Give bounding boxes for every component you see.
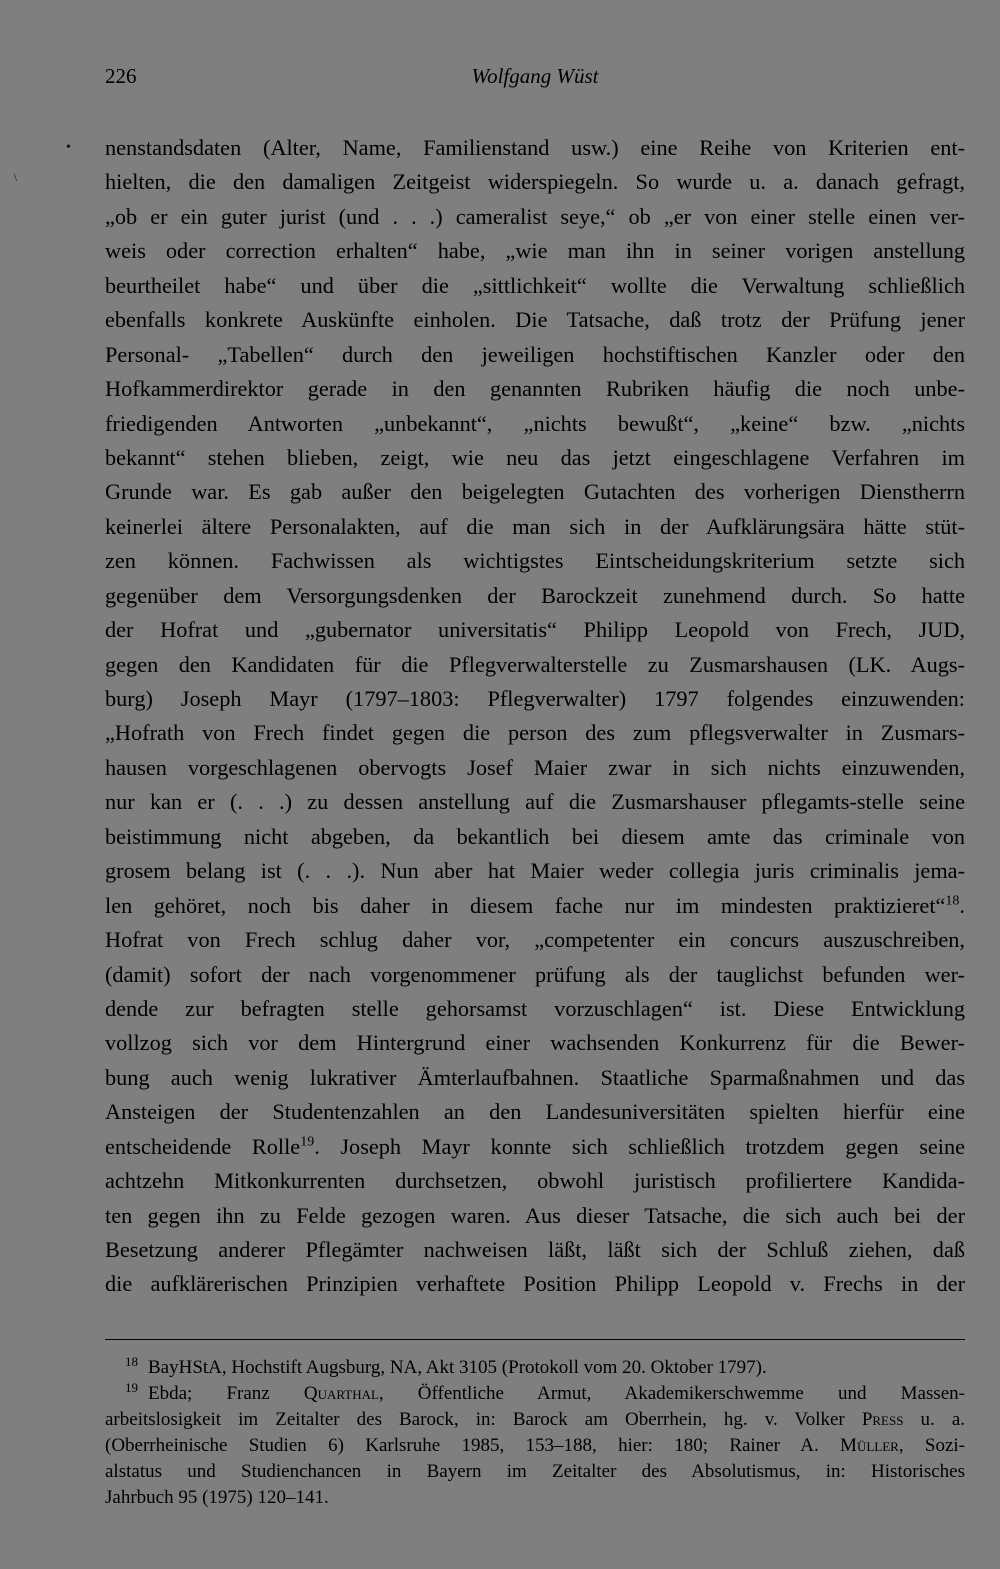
text-line [105, 544, 965, 578]
footnote-text: Jahrbuch 95 (1975) 120–141. [105, 1487, 329, 1508]
text-line [105, 372, 965, 406]
line-text: burg) Joseph Mayr (1797–1803: Pflegverwalter) 1797 folgendes einzuwenden: [105, 686, 965, 711]
text-line [105, 1267, 965, 1301]
line-text: . Joseph Mayr konnte sich schließlich trotzdem gegen seine [314, 1133, 966, 1159]
text-line [105, 682, 965, 716]
line-text: bekannt“ stehen blieben, zeigt, wie neu das jetzt eingeschlagene Verfahren im [105, 444, 965, 470]
line-text: „Hofrath von Frech findet gegen die person des zum pflegsverwalter in Zusmars- [105, 720, 965, 746]
line-text: Ansteigen der Studentenzahlen an den Landesuniversitäten spielten hierfür eine [105, 1099, 965, 1125]
line-text: beistimmung nicht abgeben, da bekantlich bei diesem amte das criminale von [105, 823, 965, 849]
line-text: Grunde war. Es gab außer den beigelegten Gutachten des vorherigen Dienstherrn [105, 479, 965, 505]
text-line [105, 1164, 965, 1198]
line-text: gegenüber dem Versorgungsdenken der Barockzeit zunehmend durch. So hatte [105, 582, 965, 608]
body-text [105, 131, 965, 1302]
text-line [105, 716, 965, 750]
text-line [105, 1130, 965, 1164]
line-text: ten gegen ihn zu Felde gezogen waren. Aus dieser Tatsache, die sich auch bei der [105, 1202, 965, 1228]
line-text: der Hofrat und „gubernator universitatis“ Philipp Leopold von Frech, JUD, [105, 617, 965, 643]
line-text: vollzog sich vor dem Hintergrund einer wachsenden Konkurrenz für die Bewer- [105, 1030, 965, 1056]
text-line [105, 1233, 965, 1267]
running-head-author: Wolfgang Wüst [471, 64, 599, 88]
line-text: hausen vorgeschlagenen obervogts Josef Maier zwar in sich nichts einzuwenden, [105, 754, 965, 780]
text-line [105, 475, 965, 509]
footnote-text: , Sozi- [898, 1435, 966, 1456]
line-text: grosem belang ist (. . .). Nun aber hat Maier weder collegia juris criminalis jema- [105, 858, 965, 884]
footnote-19-line [105, 1407, 965, 1433]
line-text: die aufklärerischen Prinzipien verhaftete Position Philipp Leopold v. Frechs in der [105, 1271, 965, 1297]
text-line [105, 269, 965, 303]
page-header [105, 64, 965, 94]
line-text: achtzehn Mitkonkurrenten durchsetzen, obwohl juristisch profiliertere Kandida- [105, 1168, 965, 1194]
line-text: hielten, die den damaligen Zeitgeist widerspiegeln. So wurde u. a. danach gefragt, [105, 169, 965, 195]
footnote-reference: 18 [945, 893, 960, 909]
text-line [105, 1026, 965, 1060]
text-line [105, 923, 965, 957]
text-line [105, 407, 965, 441]
text-line [105, 131, 965, 165]
margin-dot-mark: • [66, 140, 71, 155]
line-text: bung auch wenig lukrativer Ämterlaufbahnen. Staatliche Sparmaßnahmen und das [105, 1064, 965, 1090]
footnote-18 [105, 1355, 965, 1381]
text-line [105, 303, 965, 337]
footnote-reference: 19 [300, 1134, 315, 1150]
text-line [105, 165, 965, 199]
footnote-text: , Öffentliche Armut, Akademikerschwemme und Massen- [378, 1383, 966, 1404]
text-line [105, 338, 965, 372]
line-text: len gehöret, noch bis daher in diesem fache nur im mindesten praktizieret“ [105, 892, 946, 918]
text-line [105, 889, 965, 923]
text-line [105, 1095, 965, 1129]
footnote-text: u. a. [903, 1409, 966, 1430]
text-line [105, 200, 965, 234]
text-line [105, 579, 965, 613]
text-line [105, 820, 965, 854]
text-line [105, 648, 965, 682]
line-text: . [959, 892, 965, 918]
margin-stroke-mark: \ [14, 172, 18, 184]
line-text: Besetzung anderer Pflegämter nachweisen läßt, läßt sich der Schluß ziehen, daß [105, 1237, 965, 1262]
footnote-text: arbeitslosigkeit im Zeitalter des Barock, in: Barock am Oberrhein, hg. v. Volker [105, 1409, 862, 1430]
text-line [105, 785, 965, 819]
text-line [105, 854, 965, 888]
author-name: Press [861, 1409, 904, 1430]
line-text: ebenfalls konkrete Auskünfte einholen. Die Tatsache, daß trotz der Prüfung jener [105, 307, 965, 333]
line-text: Hofrat von Frech schlug daher vor, „competenter ein concurs auszuschreiben, [105, 927, 965, 953]
line-text: nenstandsdaten (Alter, Name, Familienstand usw.) eine Reihe von Kriterien ent- [105, 135, 965, 160]
line-text: entscheidende Rolle [105, 1133, 301, 1159]
text-line [105, 751, 965, 785]
footnote-text: (Oberrheinische Studien 6) Karlsruhe 1985, 153–188, hier: 180; Rainer A. [105, 1435, 841, 1456]
text-line [105, 510, 965, 544]
footnote-19 [105, 1381, 965, 1407]
line-text: weis oder correction erhalten“ habe, „wie man ihn in seiner vorigen anstellung [105, 238, 965, 264]
line-text: keinerlei ältere Personalakten, auf die man sich in der Aufklärungsära hätte stüt- [105, 513, 965, 539]
line-text: Hofkammerdirektor gerade in den genannten Rubriken häufig die noch unbe- [105, 376, 965, 402]
line-text: friedigenden Antworten „unbekannt“, „nichts bewußt“, „keine“ bzw. „nichts [105, 410, 965, 436]
footnote-19-line [105, 1433, 965, 1459]
footnote-text: Ebda; Franz [148, 1383, 304, 1404]
footnotes [105, 1355, 965, 1511]
line-text: Personal- „Tabellen“ durch den jeweiligen hochstiftischen Kanzler oder den [105, 341, 965, 367]
footnote-number: 19 [125, 1379, 138, 1395]
author-name: Müller [840, 1435, 899, 1456]
text-line [105, 958, 965, 992]
line-text: (damit) sofort der nach vorgenommener prüfung als der tauglichst befunden wer- [105, 961, 965, 987]
text-line [105, 613, 965, 647]
text-line [105, 992, 965, 1026]
footnote-text: BayHStA, Hochstift Augsburg, NA, Akt 3105 (Protokoll vom 20. Oktober 1797). [148, 1357, 767, 1378]
footnote-text: alstatus und Studienchancen in Bayern im Zeitalter des Absolutismus, in: Historisches [105, 1461, 965, 1482]
footnote-number: 18 [125, 1353, 138, 1369]
text-line [105, 441, 965, 475]
page-number: 226 [105, 64, 137, 88]
line-text: zen können. Fachwissen als wichtigstes Eintscheidungskriterium setzte sich [105, 548, 965, 574]
line-text: gegen den Kandidaten für die Pflegverwalterstelle zu Zusmarshausen (LK. Augs- [105, 651, 965, 677]
text-line [105, 1199, 965, 1233]
author-name: Quarthal [303, 1383, 379, 1404]
line-text: dende zur befragten stelle gehorsamst vorzuschlagen“ ist. Diese Entwicklung [105, 995, 965, 1021]
footnote-separator-rule [105, 1339, 965, 1340]
footnote-19-line [105, 1485, 965, 1511]
text-line [105, 234, 965, 268]
line-text: „ob er ein guter jurist (und . . .) cameralist seye,“ ob „er von einer stelle einen ver- [105, 203, 965, 229]
line-text: beurtheilet habe“ und über die „sittlichkeit“ wollte die Verwaltung schließlich [105, 272, 965, 298]
footnote-19-line [105, 1459, 965, 1485]
text-line [105, 1061, 965, 1095]
line-text: nur kan er (. . .) zu dessen anstellung auf die Zusmarshauser pflegamts-stelle seine [105, 789, 965, 815]
